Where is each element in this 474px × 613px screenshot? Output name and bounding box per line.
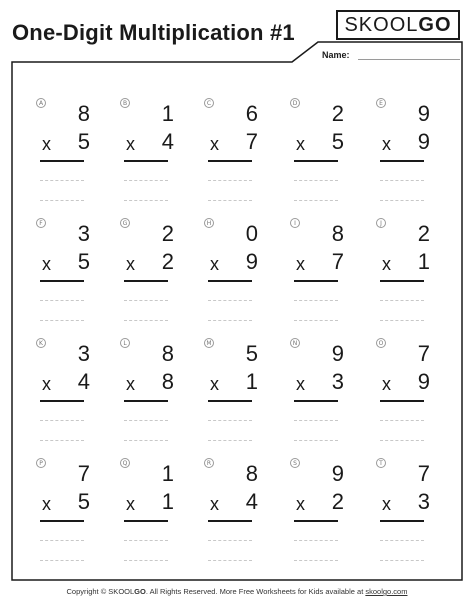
answer-line[interactable] — [208, 440, 252, 441]
answer-line[interactable] — [380, 180, 424, 181]
bottom-number: 9 — [245, 249, 258, 274]
problem-c — [204, 98, 264, 210]
answer-line[interactable] — [40, 200, 84, 201]
answer-rule — [208, 280, 252, 282]
problem-letter-badge: I — [290, 218, 300, 228]
answer-line[interactable] — [124, 200, 168, 201]
bottom-number: 2 — [161, 249, 174, 274]
multiply-sign: x — [210, 134, 219, 154]
bottom-number: 8 — [161, 369, 174, 394]
answer-line[interactable] — [208, 320, 252, 321]
answer-line[interactable] — [124, 440, 168, 441]
bottom-number: 5 — [77, 249, 90, 274]
bottom-number: 2 — [331, 489, 344, 514]
answer-line[interactable] — [380, 440, 424, 441]
multiply-sign: x — [296, 134, 305, 154]
answer-line[interactable] — [380, 200, 424, 201]
multiply-sign: x — [382, 374, 391, 394]
problem-t — [376, 458, 436, 570]
top-number: 2 — [417, 221, 430, 246]
bottom-number: 4 — [77, 369, 90, 394]
multiply-sign: x — [210, 374, 219, 394]
footer-copyright — [0, 587, 474, 596]
problem-letter-badge: J — [376, 218, 386, 228]
multiply-sign: x — [382, 134, 391, 154]
top-number: 7 — [417, 461, 430, 486]
multiply-sign: x — [42, 374, 51, 394]
bottom-number: 5 — [331, 129, 344, 154]
answer-line[interactable] — [40, 320, 84, 321]
answer-line[interactable] — [208, 540, 252, 541]
answer-line[interactable] — [294, 200, 338, 201]
answer-line[interactable] — [294, 440, 338, 441]
footer-text: Copyright © SKOOL — [66, 587, 135, 596]
answer-rule — [294, 520, 338, 522]
footer-link[interactable]: skoolgo.com — [365, 587, 408, 596]
problem-f — [36, 218, 96, 330]
multiply-sign: x — [296, 254, 305, 274]
logo-text-skool: SKOOL — [344, 13, 419, 36]
answer-line[interactable] — [40, 180, 84, 181]
answer-line[interactable] — [208, 200, 252, 201]
answer-line[interactable] — [208, 420, 252, 421]
answer-rule — [380, 520, 424, 522]
answer-rule — [40, 280, 84, 282]
problem-m — [204, 338, 264, 450]
problem-letter-badge: D — [290, 98, 300, 108]
bottom-number: 3 — [417, 489, 430, 514]
problem-letter-badge: H — [204, 218, 214, 228]
problem-l — [120, 338, 180, 450]
problem-h — [204, 218, 264, 330]
problem-letter-badge: O — [376, 338, 386, 348]
answer-line[interactable] — [294, 560, 338, 561]
answer-line[interactable] — [380, 420, 424, 421]
bottom-number: 1 — [161, 489, 174, 514]
answer-rule — [124, 280, 168, 282]
top-number: 7 — [417, 341, 430, 366]
problem-e — [376, 98, 436, 210]
problem-letter-badge: N — [290, 338, 300, 348]
bottom-number: 3 — [331, 369, 344, 394]
answer-rule — [294, 400, 338, 402]
answer-rule — [208, 400, 252, 402]
problem-letter-badge: S — [290, 458, 300, 468]
answer-line[interactable] — [40, 440, 84, 441]
multiply-sign: x — [42, 494, 51, 514]
multiply-sign: x — [382, 494, 391, 514]
answer-line[interactable] — [208, 180, 252, 181]
multiply-sign: x — [296, 374, 305, 394]
answer-rule — [294, 160, 338, 162]
answer-line[interactable] — [294, 540, 338, 541]
bottom-number: 9 — [417, 369, 430, 394]
problem-o — [376, 338, 436, 450]
answer-line[interactable] — [124, 420, 168, 421]
name-field[interactable] — [358, 59, 460, 60]
problem-letter-badge: L — [120, 338, 130, 348]
bottom-number: 1 — [417, 249, 430, 274]
top-number: 3 — [77, 341, 90, 366]
multiply-sign: x — [382, 254, 391, 274]
answer-line[interactable] — [124, 560, 168, 561]
multiply-sign: x — [296, 494, 305, 514]
answer-line[interactable] — [208, 300, 252, 301]
answer-rule — [40, 520, 84, 522]
problem-letter-badge: A — [36, 98, 46, 108]
answer-line[interactable] — [40, 300, 84, 301]
answer-line[interactable] — [294, 320, 338, 321]
answer-rule — [124, 400, 168, 402]
answer-line[interactable] — [380, 560, 424, 561]
answer-line[interactable] — [40, 540, 84, 541]
answer-line[interactable] — [294, 420, 338, 421]
problem-p — [36, 458, 96, 570]
multiply-sign: x — [126, 254, 135, 274]
problem-d — [290, 98, 350, 210]
skoolgo-logo — [336, 10, 460, 40]
problem-j — [376, 218, 436, 330]
bottom-number: 4 — [245, 489, 258, 514]
problem-n — [290, 338, 350, 450]
answer-rule — [124, 160, 168, 162]
answer-rule — [380, 400, 424, 402]
problem-r — [204, 458, 264, 570]
answer-rule — [40, 400, 84, 402]
name-label: Name: — [322, 50, 350, 60]
problem-letter-badge: E — [376, 98, 386, 108]
multiply-sign: x — [42, 134, 51, 154]
problem-letter-badge: C — [204, 98, 214, 108]
multiply-sign: x — [210, 254, 219, 274]
problem-i — [290, 218, 350, 330]
multiply-sign: x — [210, 494, 219, 514]
answer-rule — [208, 160, 252, 162]
problem-letter-badge: B — [120, 98, 130, 108]
answer-line[interactable] — [380, 320, 424, 321]
multiply-sign: x — [126, 374, 135, 394]
answer-rule — [380, 280, 424, 282]
problem-k — [36, 338, 96, 450]
logo-text-go: GO — [418, 13, 452, 36]
bottom-number: 7 — [331, 249, 344, 274]
answer-line[interactable] — [294, 300, 338, 301]
problem-letter-badge: R — [204, 458, 214, 468]
answer-line[interactable] — [40, 560, 84, 561]
top-number: 2 — [161, 221, 174, 246]
worksheet-title: One-Digit Multiplication #1 — [12, 20, 295, 45]
top-number: 9 — [331, 461, 344, 486]
answer-line[interactable] — [124, 300, 168, 301]
top-number: 1 — [161, 461, 174, 486]
top-number: 6 — [245, 101, 258, 126]
answer-line[interactable] — [40, 420, 84, 421]
answer-line[interactable] — [124, 180, 168, 181]
problem-letter-badge: T — [376, 458, 386, 468]
answer-rule — [380, 160, 424, 162]
top-number: 9 — [331, 341, 344, 366]
bottom-number: 5 — [77, 129, 90, 154]
answer-line[interactable] — [208, 560, 252, 561]
problem-letter-badge: Q — [120, 458, 130, 468]
top-number: 7 — [77, 461, 90, 486]
problem-a — [36, 98, 96, 210]
problem-q — [120, 458, 180, 570]
answer-rule — [40, 160, 84, 162]
answer-line[interactable] — [124, 540, 168, 541]
answer-line[interactable] — [124, 320, 168, 321]
bottom-number: 5 — [77, 489, 90, 514]
top-number: 8 — [331, 221, 344, 246]
problem-letter-badge: M — [204, 338, 214, 348]
top-number: 9 — [417, 101, 430, 126]
top-number: 8 — [77, 101, 90, 126]
multiply-sign: x — [126, 494, 135, 514]
multiply-sign: x — [42, 254, 51, 274]
top-number: 8 — [245, 461, 258, 486]
answer-line[interactable] — [380, 300, 424, 301]
bottom-number: 1 — [245, 369, 258, 394]
problem-letter-badge: P — [36, 458, 46, 468]
problem-g — [120, 218, 180, 330]
top-number: 8 — [161, 341, 174, 366]
multiply-sign: x — [126, 134, 135, 154]
footer-brand: GO — [134, 587, 146, 596]
problem-letter-badge: F — [36, 218, 46, 228]
bottom-number: 9 — [417, 129, 430, 154]
problem-b — [120, 98, 180, 210]
answer-rule — [208, 520, 252, 522]
top-number: 2 — [331, 101, 344, 126]
footer-text-rest: . All Rights Reserved. More Free Worksheets for Kids available at — [145, 587, 366, 596]
answer-rule — [294, 280, 338, 282]
top-number: 0 — [245, 221, 258, 246]
top-number: 5 — [245, 341, 258, 366]
bottom-number: 4 — [161, 129, 174, 154]
problem-letter-badge: K — [36, 338, 46, 348]
problem-letter-badge: G — [120, 218, 130, 228]
problem-s — [290, 458, 350, 570]
answer-line[interactable] — [294, 180, 338, 181]
answer-line[interactable] — [380, 540, 424, 541]
bottom-number: 7 — [245, 129, 258, 154]
top-number: 1 — [161, 101, 174, 126]
top-number: 3 — [77, 221, 90, 246]
answer-rule — [124, 520, 168, 522]
